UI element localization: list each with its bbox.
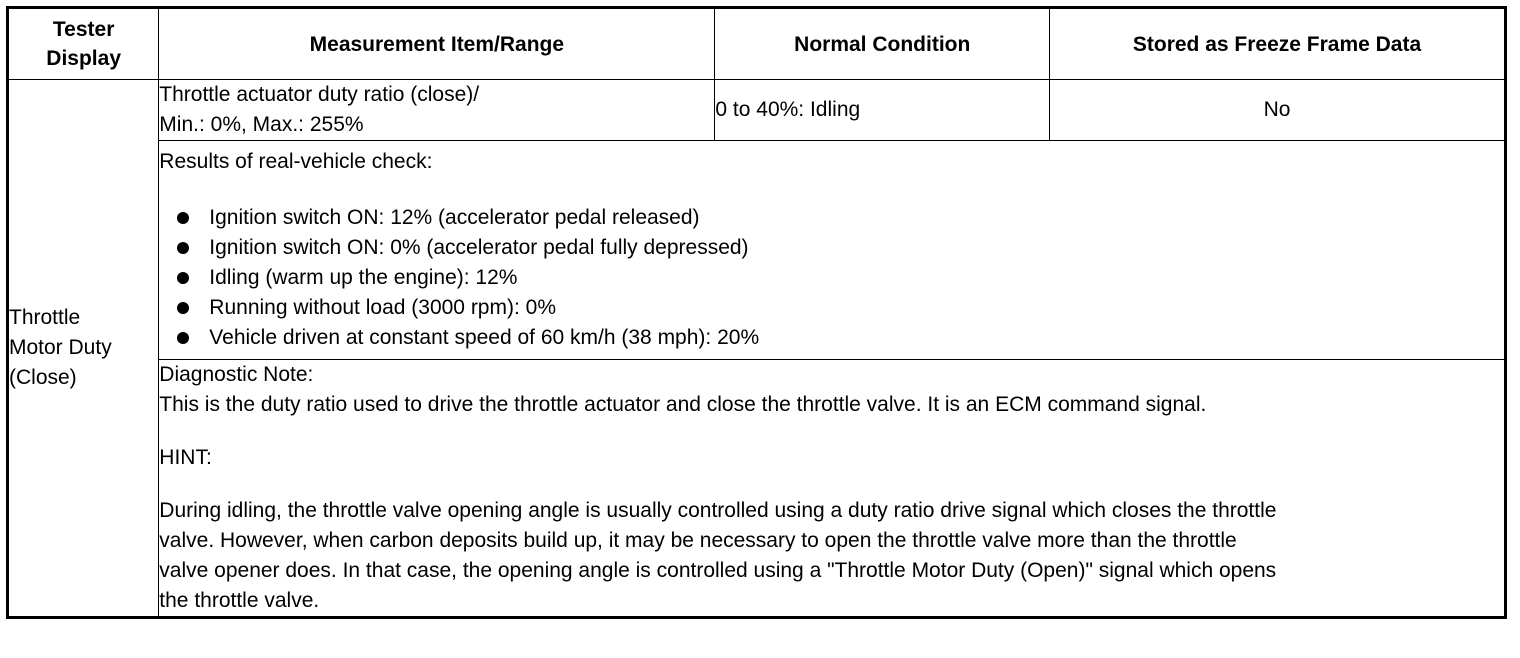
measurement-line: Throttle actuator duty ratio (close)/: [159, 83, 480, 106]
list-item: [177, 323, 1504, 353]
list-item: [177, 233, 1504, 263]
spacer: [159, 473, 1504, 496]
results-row: [8, 141, 1506, 360]
hint-line: the throttle valve.: [159, 589, 320, 612]
diagnostic-note-title: Diagnostic Note:: [159, 363, 314, 386]
header-tester-display-line: Tester: [52, 18, 115, 41]
header-row: [8, 8, 1506, 80]
diagnostic-note-cell: [159, 360, 1506, 618]
list-item: [177, 263, 1504, 293]
header-freeze-frame: Stored as Freeze Frame Data: [1050, 8, 1506, 80]
bullet-icon: [177, 332, 189, 344]
header-tester-display-line: Display: [46, 47, 121, 70]
list-item-text: Ignition switch ON: 0% (accelerator pedal fully depressed): [209, 236, 749, 259]
list-item: [177, 203, 1504, 233]
bullet-icon: [177, 272, 189, 284]
bullet-icon: [177, 212, 189, 224]
spacer: [159, 420, 1504, 443]
header-normal-condition: Normal Condition: [715, 8, 1050, 80]
normal-condition-cell: 0 to 40%: Idling: [715, 80, 1050, 141]
hint-line: valve. However, when carbon deposits build up, it may be necessary to open the throttle valve more than the throttle: [159, 529, 1237, 552]
list-item-text: Vehicle driven at constant speed of 60 km/h (38 mph): 20%: [209, 326, 760, 349]
bullet-icon: [177, 242, 189, 254]
list-item-text: Idling (warm up the engine): 12%: [209, 266, 518, 289]
bullet-icon: [177, 302, 189, 314]
results-cell: [159, 141, 1506, 360]
results-list: [159, 203, 1504, 353]
hint-line: valve opener does. In that case, the opening angle is controlled using a "Throttle Motor Duty (Open)" signal which opens: [159, 559, 1277, 582]
data-list-table: [6, 6, 1507, 619]
freeze-frame-cell: No: [1050, 80, 1506, 141]
tester-display-cell: [8, 80, 159, 618]
tester-display-line: Motor Duty: [9, 336, 112, 359]
table-row: [8, 80, 1506, 141]
hint-label: HINT:: [159, 446, 212, 469]
measurement-line: Min.: 0%, Max.: 255%: [159, 113, 364, 136]
list-item-text: Running without load (3000 rpm): 0%: [209, 296, 556, 319]
hint-line: During idling, the throttle valve opening angle is usually controlled using a duty ratio drive signal which closes the throttle: [159, 499, 1277, 522]
list-item: [177, 293, 1504, 323]
tester-display-line: (Close): [9, 366, 77, 389]
results-title: Results of real-vehicle check:: [159, 150, 433, 173]
measurement-cell: [159, 80, 715, 141]
tester-display-line: Throttle: [9, 306, 81, 329]
diagnostic-note-text: This is the duty ratio used to drive the throttle actuator and close the throttle valve. It is an ECM command signal.: [159, 393, 1207, 416]
list-item-text: Ignition switch ON: 12% (accelerator pedal released): [209, 206, 700, 229]
header-tester-display: [8, 8, 159, 80]
header-measurement: Measurement Item/Range: [159, 8, 715, 80]
note-row: [8, 360, 1506, 618]
